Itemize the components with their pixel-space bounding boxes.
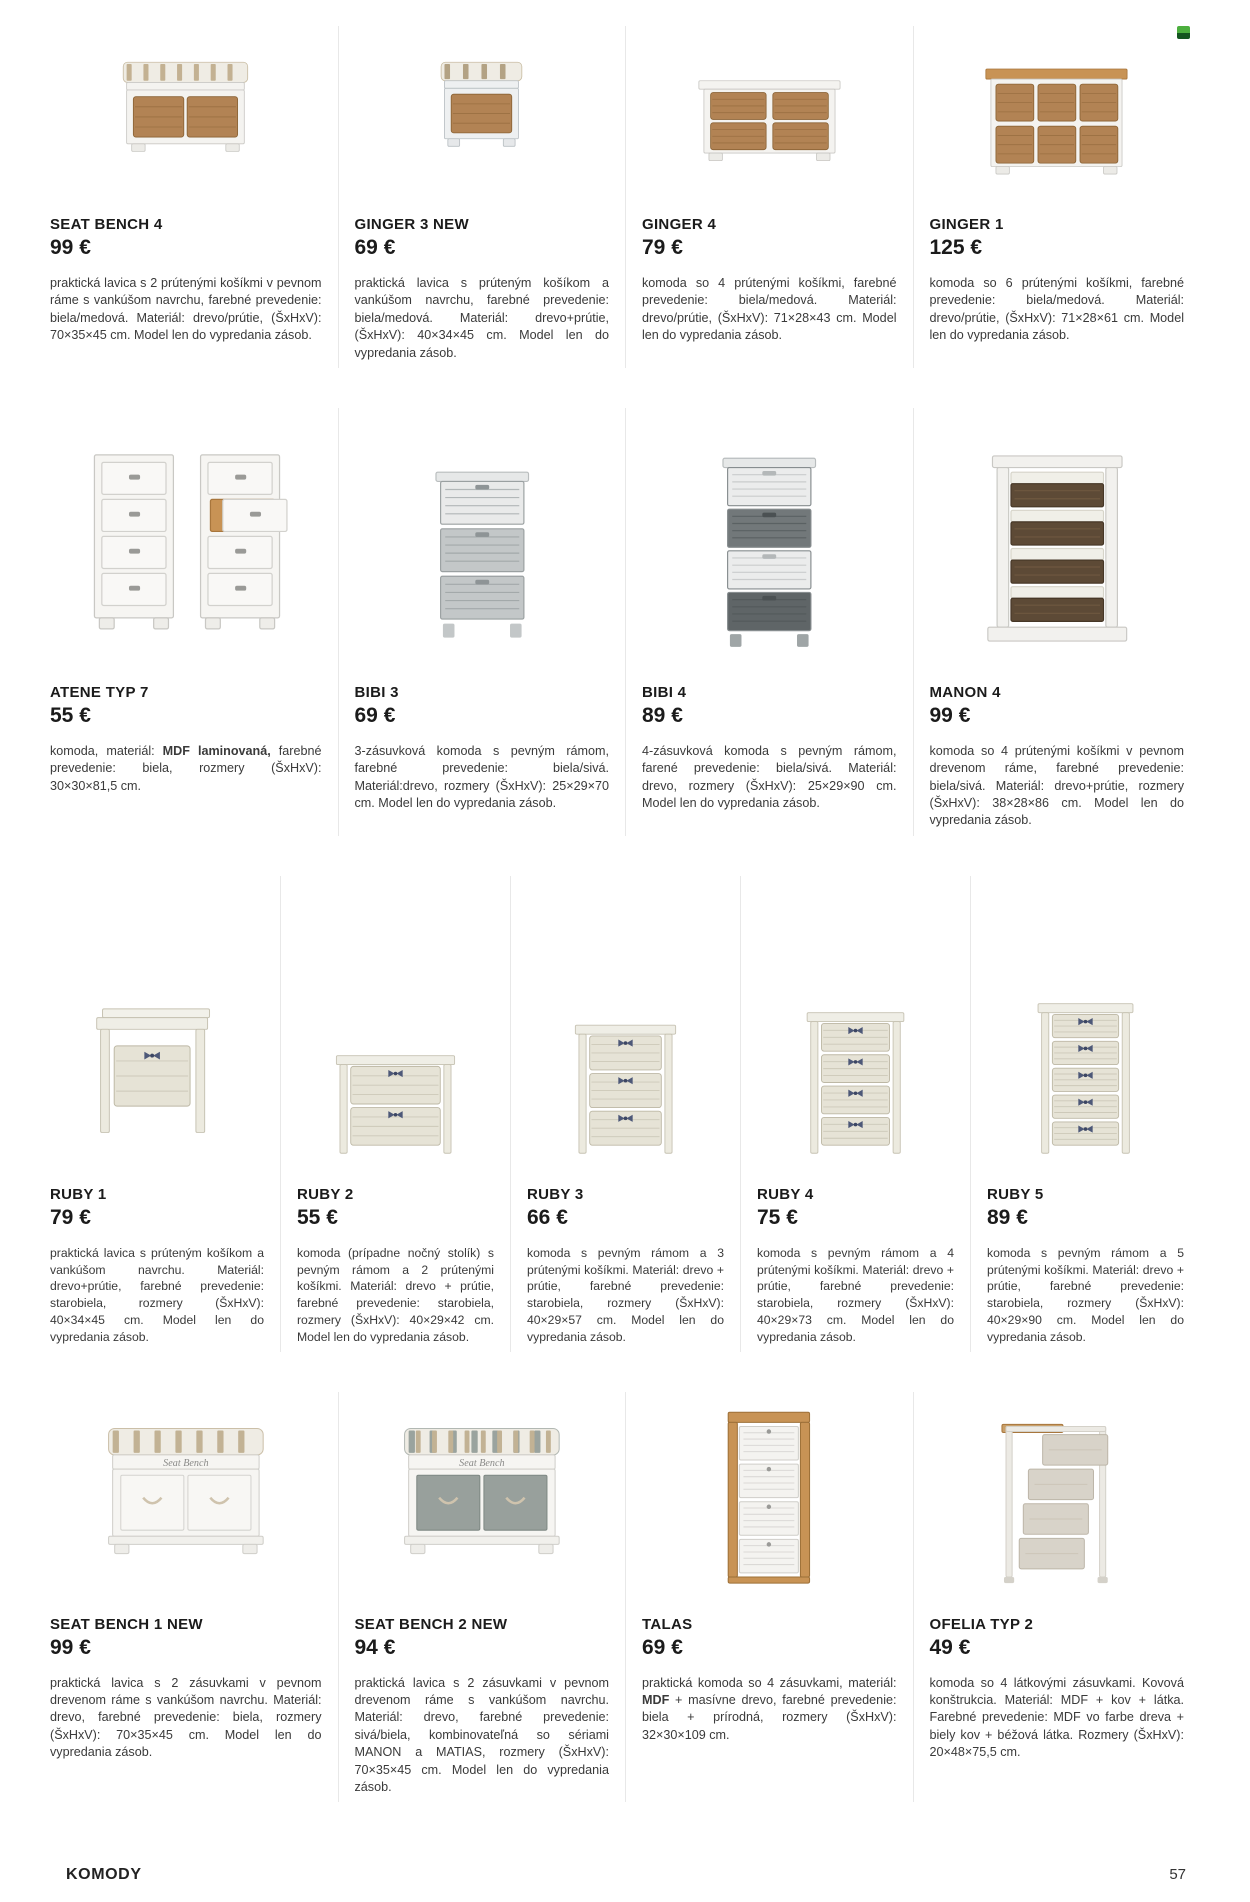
- desc-segment: praktická lavica s prúteným košíkom a vankúšom navrchu. Materiál: drevo+prútie, farebné prevedenie: starobiela, rozmery (ŠxHxV): 40×34×45 cm. Model len do vypredania zásob.: [50, 1245, 264, 1344]
- product-price: 69 €: [354, 703, 396, 727]
- product-price: 66 €: [527, 1205, 568, 1229]
- desc-segment: praktická lavica s 2 zásuvkami v pevnom drevenom ráme s vankúšom navrchu. Materiál: drevo, farebné prevedenie: biela, rozmery (ŠxHxV): 70×35×45 cm. Model len do vypredania zásob.: [50, 1675, 322, 1760]
- product-name: GINGER 1: [929, 216, 1004, 233]
- product-image: [930, 26, 1185, 188]
- product-description: [527, 1245, 724, 1346]
- desc-segment: praktická komoda so 4 zásuvkami, materiál:: [642, 1675, 897, 1690]
- product-image: [297, 876, 494, 1158]
- product-price: 94 €: [354, 1635, 396, 1659]
- product-description: [50, 1675, 322, 1762]
- product-row-3: [50, 876, 1200, 1352]
- product-image: [355, 26, 610, 188]
- product-row-2: [50, 408, 1200, 836]
- product-price: 89 €: [987, 1205, 1028, 1229]
- product-card-manon-4: [913, 408, 1201, 836]
- product-name: BIBI 3: [354, 683, 399, 701]
- product-row-1: [50, 26, 1200, 368]
- product-price: 125 €: [929, 236, 983, 259]
- product-image: [50, 876, 264, 1158]
- page-footer: [50, 1866, 1200, 1884]
- desc-segment: MDF laminovaná,: [162, 743, 271, 758]
- desc-segment: praktická lavica s 2 zásuvkami v pevnom drevenom ráme s vankúšom navrchu. Materiál: drevo, farebné prevedenie: sivá/biela, kombinovateľná so sériami MANON a MATIAS, rozmery (ŠxHxV): 70×35×45 cm. Model len do vypredania zásob.: [354, 1675, 609, 1794]
- product-description: [355, 743, 610, 813]
- product-image: [50, 408, 322, 656]
- product-card-ginger-3-new: [338, 26, 626, 368]
- brand-icon: [1177, 26, 1190, 39]
- product-price: 79 €: [50, 1205, 91, 1229]
- desc-segment: komoda s pevným rámom a 4 prútenými košíkmi. Materiál: drevo + prútie, farebné prevedenie: starobiela, rozmery (ŠxHxV): 40×29×73 cm. Model len do vypredania zásob.: [757, 1245, 954, 1344]
- product-name: RUBY 1: [50, 1185, 107, 1203]
- product-price: 55 €: [297, 1205, 338, 1229]
- product-name: OFELIA TYP 2: [929, 1615, 1034, 1633]
- product-image: [527, 876, 724, 1158]
- product-price: 75 €: [757, 1205, 798, 1229]
- product-description: [987, 1245, 1184, 1346]
- product-image: [642, 26, 897, 188]
- product-card-ruby-1: [50, 876, 280, 1352]
- product-description: [50, 743, 322, 795]
- product-name: SEAT BENCH 4: [50, 216, 163, 233]
- product-price: 69 €: [354, 236, 396, 259]
- product-image: [355, 408, 610, 656]
- product-card-ofelia-typ-2: [913, 1392, 1201, 1803]
- product-description: [50, 275, 322, 345]
- product-description: [355, 275, 610, 362]
- product-image: [757, 876, 954, 1158]
- product-image: [987, 876, 1184, 1158]
- brand-icon-bottom: [1177, 33, 1190, 39]
- product-price: 99 €: [50, 1635, 91, 1659]
- desc-segment: komoda (prípadne nočný stolík) s pevným rámom a 2 prútenými košíkmi. Materiál: drevo + prútie, farebné prevedenie: starobiela, rozmery (ŠxHxV): 40×29×42 cm. Model len do vypredania zásob.: [297, 1245, 494, 1344]
- product-price: 55 €: [50, 703, 91, 727]
- desc-segment: MDF: [642, 1693, 670, 1708]
- product-image: [50, 26, 322, 188]
- product-image: [50, 1392, 322, 1588]
- svg-text:Seat Bench: Seat Bench: [459, 1457, 505, 1469]
- desc-segment: komoda s pevným rámom a 5 prútenými košíkmi. Materiál: drevo + prútie, farebné prevedenie: starobiela, rozmery (ŠxHxV): 40×29×90 cm. Model len do vypredania zásob.: [987, 1245, 1184, 1344]
- product-name: RUBY 4: [757, 1185, 814, 1203]
- product-description: [50, 1245, 264, 1346]
- product-price: 99 €: [50, 236, 91, 259]
- product-card-ruby-5: [970, 876, 1200, 1352]
- product-name: RUBY 2: [297, 1185, 354, 1203]
- desc-segment: komoda so 4 prútenými košíkmi, farebné prevedenie: biela/medová. Materiál: drevo/prútie, (ŠxHxV): 71×28×43 cm. Model len do vypredania zásob.: [642, 276, 897, 343]
- product-price: 79 €: [642, 236, 683, 259]
- product-price: 89 €: [642, 703, 683, 727]
- product-name: SEAT BENCH 1 NEW: [50, 1615, 203, 1633]
- product-card-bibi-4: [625, 408, 913, 836]
- desc-segment: komoda s pevným rámom a 3 prútenými košíkmi. Materiál: drevo + prútie, farebné prevedenie: starobiela, rozmery (ŠxHxV): 40×29×57 cm. Model len do vypredania zásob.: [527, 1245, 724, 1344]
- product-card-talas: [625, 1392, 913, 1803]
- product-row-4: [50, 1392, 1200, 1803]
- desc-segment: 3-zásuvková komoda s pevným rámom, farebné prevedenie: biela/sivá. Materiál:drevo, rozmery (ŠxHxV): 25×29×70 cm. Model len do vypredania zásob.: [354, 743, 609, 810]
- product-description: [930, 743, 1185, 830]
- product-description: [355, 1675, 610, 1797]
- brand-icon-top: [1177, 26, 1190, 33]
- product-card-ruby-4: [740, 876, 970, 1352]
- product-image: [642, 408, 897, 656]
- product-image: [930, 1392, 1185, 1588]
- product-price: 49 €: [929, 1635, 971, 1659]
- desc-segment: komoda so 4 prútenými košíkmi v pevnom drevenom ráme, farebné prevedenie: biela/sivá. Materiál: drevo+prútie, rozmery (ŠxHxV): 38×28×86 cm. Model len do vypredania zásob.: [929, 743, 1184, 828]
- desc-segment: praktická lavica s 2 prútenými košíkmi v pevnom ráme s vankúšom navrchu, farebné prevedenie: biela/medová. Materiál: drevo/prútie, (ŠxHxV): 70×35×45 cm. Model len do vypredania zásob.: [50, 276, 322, 343]
- product-name: SEAT BENCH 2 NEW: [354, 1615, 508, 1633]
- product-description: [642, 743, 897, 813]
- product-description: [642, 1675, 897, 1745]
- product-image: [355, 1392, 610, 1588]
- product-card-atene-typ-7: [50, 408, 338, 836]
- product-name: RUBY 3: [527, 1185, 584, 1203]
- product-card-ginger-4: [625, 26, 913, 368]
- desc-segment: + masívne drevo, farebné prevedenie: biela + prírodná, rozmery (ŠxHxV): 32×30×109 cm.: [642, 1693, 897, 1742]
- product-name: MANON 4: [929, 683, 1001, 701]
- product-card-seat-bench-2-new: [338, 1392, 626, 1803]
- product-card-ruby-3: [510, 876, 740, 1352]
- desc-segment: praktická lavica s prúteným košíkom a vankúšom navrchu, farebné prevedenie: biela/medová. Materiál: drevo+prútie, (ŠxHxV): 40×34×45 cm. Model len do vypredania zásob.: [354, 276, 609, 360]
- product-name: ATENE TYP 7: [50, 683, 149, 701]
- desc-segment: 4-zásuvková komoda s pevným rámom, farené prevedenie: biela/sivá. Materiál: drevo, rozmery (ŠxHxV): 25×29×90 cm. Model len do vypredania zásob.: [642, 743, 897, 810]
- desc-segment: komoda, materiál:: [50, 743, 163, 758]
- product-card-seat-bench-4: [50, 26, 338, 368]
- desc-segment: komoda so 6 prútenými košíkmi, farebné prevedenie: biela/medová. Materiál: drevo/prútie, (ŠxHxV): 71×28×61 cm. Model len do vypredania zásob.: [929, 276, 1184, 343]
- product-name: GINGER 4: [642, 216, 717, 233]
- product-description: [297, 1245, 494, 1346]
- product-card-ginger-1: [913, 26, 1201, 368]
- product-description: [930, 275, 1185, 345]
- product-card-bibi-3: [338, 408, 626, 836]
- product-image: [930, 408, 1185, 656]
- product-price: 69 €: [642, 1635, 683, 1659]
- product-description: [930, 1675, 1185, 1762]
- product-image: [642, 1392, 897, 1588]
- product-description: [642, 275, 897, 345]
- product-price: 99 €: [929, 703, 971, 727]
- page-number: 57: [1169, 1866, 1186, 1884]
- product-card-seat-bench-1-new: [50, 1392, 338, 1803]
- product-card-ruby-2: [280, 876, 510, 1352]
- product-name: TALAS: [642, 1615, 693, 1633]
- product-description: [757, 1245, 954, 1346]
- section-label: KOMODY: [66, 1866, 142, 1884]
- product-name: GINGER 3 NEW: [354, 216, 469, 233]
- desc-segment: komoda so 4 látkovými zásuvkami. Kovová konštrukcia. Materiál: MDF + kov + látka. Farebné prevedenie: MDF vo farbe dreva + biely kov + béžová látka. Rozmery (ŠxHxV): 20×48×75,5 cm.: [929, 1675, 1184, 1760]
- svg-text:Seat Bench: Seat Bench: [163, 1457, 209, 1469]
- desc-segment: farebné prevedenie: biela, rozmery (ŠxHxV): 30×30×81,5 cm.: [50, 743, 322, 793]
- product-name: BIBI 4: [642, 683, 687, 701]
- product-name: RUBY 5: [987, 1185, 1044, 1203]
